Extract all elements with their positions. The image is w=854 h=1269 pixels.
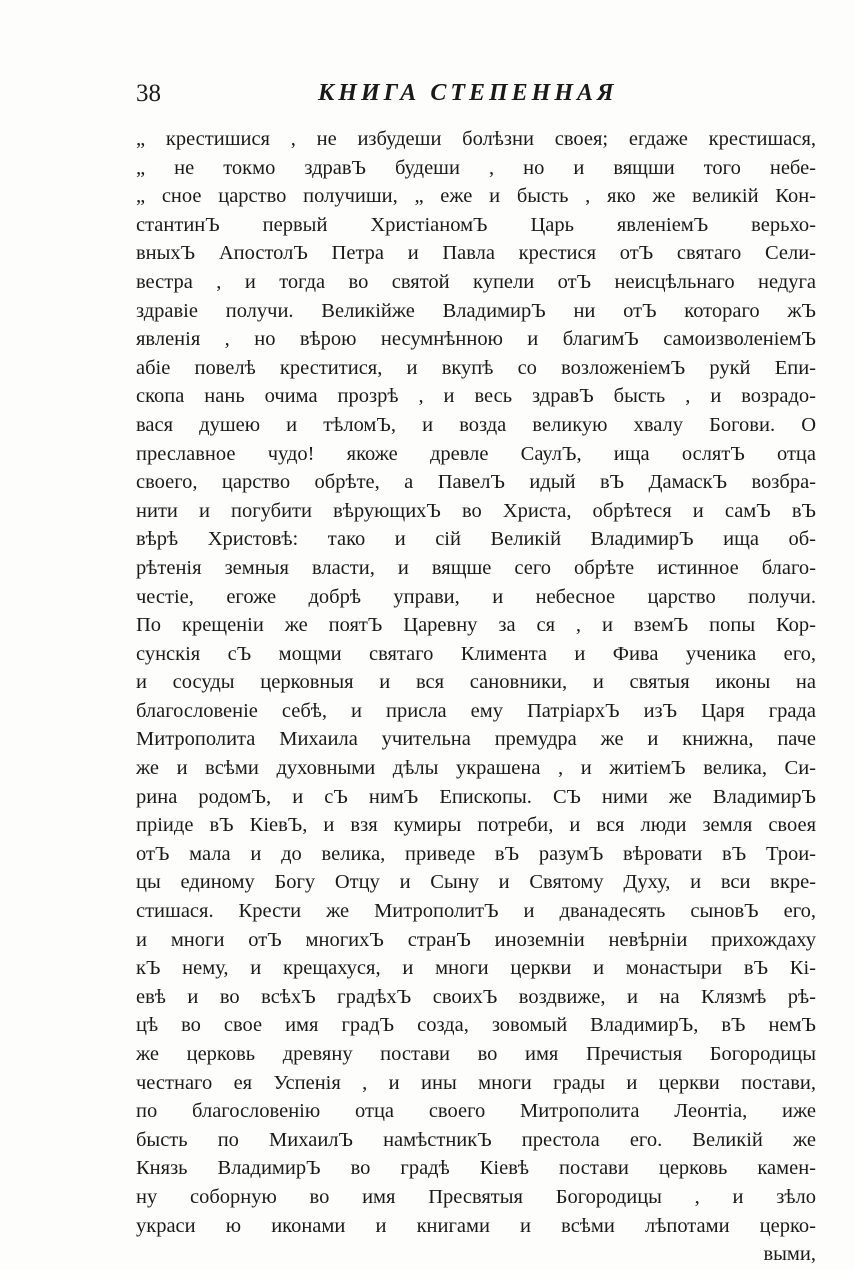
text-line: Митрополита Михаила учительна премудра же и книжна, паче [136, 728, 816, 751]
text-line: Князь ВладимирЪ во градѣ Кіевѣ постави церковь камен- [136, 1157, 816, 1180]
text-line: сунскія сЪ мощми святаго Климента и Фива ученика его, [136, 642, 816, 665]
text-line: явленія , но вѣрою несумнѣнною и благимЪ самоизволеніемЪ [136, 328, 816, 351]
text-line: и многи отЪ многихЪ странЪ иноземніи невѣрніи прихождаху [136, 928, 816, 951]
text-line: вестра , и тогда во святой купели отЪ неисцѣльнаго недуга [136, 270, 816, 293]
text-line: скопа нань очима прозрѣ , и весь здравЪ бысть , и возрадо- [136, 385, 816, 408]
text-line: цы единому Богу Отцу и Сыну и Святому Духу, и вси вкре- [136, 871, 816, 894]
page-number: 38 [136, 80, 161, 107]
text-line: же церковь древяну постави во имя Пречистыя Богородицы [136, 1043, 816, 1065]
text-line: украси ю иконами и книгами и всѣми лѣпотами церко- [136, 1214, 816, 1237]
text-line: нити и погубити вѣрующихЪ во Христа, обрѣтеся и самЪ вЪ [136, 499, 816, 522]
text-line: По крещеніи же поятЪ Царевну за ся , и вземЪ попы Кор- [136, 614, 816, 637]
text-line: же и всѣми духовными дѣлы украшена , и житіемЪ велика, Си- [136, 757, 816, 780]
text-line: цѣ во свое имя градЪ созда, зовомый ВладимирЪ, вЪ немЪ [136, 1014, 816, 1037]
text-line: честіе, егоже добрѣ управи, и небесное царство получи. [136, 585, 816, 608]
text-line: абіе повелѣ креститися, и вкупѣ со возложеніемЪ рукй Епи- [136, 356, 816, 379]
text-line: и сосуды церковныя и вся сановники, и святыя иконы на [136, 671, 816, 694]
body-text [136, 125, 816, 1269]
text-line: рѣтенія земныя власти, и вящше сего обрѣте истинное благо- [136, 556, 816, 579]
text-line: пріиде вЪ КіевЪ, и взя кумиры потреби, и вся люди земля своея [136, 814, 816, 837]
text-line: стантинЪ первый ХристіаномЪ Царь явленіемЪ верьхо- [136, 213, 816, 236]
text-line: выми, [763, 1243, 816, 1266]
page-header [136, 80, 816, 120]
text-line: по благословенію отца своего Митрополита Леонтіа, иже [136, 1100, 816, 1123]
text-line: евѣ и во всѣхЪ градѣхЪ своихЪ воздвиже, и на Клязмѣ рѣ- [136, 985, 816, 1008]
text-line: благословеніе себѣ, и присла ему ПатріархЪ изЪ Царя града [136, 699, 816, 722]
text-line: стишася. Крести же МитрополитЪ и дванадесять сыновЪ его, [136, 900, 816, 923]
text-line: преславное чудо! якоже древле СаулЪ, ища ослятЪ отца [136, 442, 816, 465]
text-line: вася душею и тѣломЪ, и возда великую хвалу Богови. О [136, 413, 816, 436]
text-line: вныхЪ АпостолЪ Петра и Павла крестися отЪ святаго Сели- [136, 242, 816, 265]
text-line: своего, царство обрѣте, а ПавелЪ идый вЪ ДамаскЪ возбра- [136, 471, 816, 494]
text-line: рина родомЪ, и сЪ нимЪ Епископы. СЪ ними же ВладимирЪ [136, 785, 816, 808]
text-line: вѣрѣ Христовѣ: тако и сій Великій ВладимирЪ ища об- [136, 528, 816, 551]
text-line: честнаго ея Успенія , и ины многи грады и церкви постави, [136, 1071, 816, 1094]
text-line: „ крестишися , не избудеши болѣзни своея; егдаже крестишася, [136, 128, 816, 150]
running-title: КНИГА СТЕПЕННАЯ [318, 80, 618, 106]
text-line: бысть по МихаилЪ намѣстникЪ престола его. Великій же [136, 1128, 816, 1151]
text-line: здравіе получи. Великійже ВладимирЪ ни отЪ котораго жЪ [136, 299, 816, 322]
text-line: кЪ нему, и крещахуся, и многи церкви и монастыри вЪ Кі- [136, 957, 816, 980]
text-line: отЪ мала и до велика, приведе вЪ разумЪ вѣровати вЪ Трои- [136, 842, 816, 865]
text-line: „ не токмо здравЪ будеши , но и вящши того небе- [136, 156, 816, 179]
text-line: ну соборную во имя Пресвятыя Богородицы , и зѣло [136, 1185, 816, 1208]
text-line: „ сное царство получиши, „ еже и бысть , яко же великій Кон- [136, 185, 816, 208]
